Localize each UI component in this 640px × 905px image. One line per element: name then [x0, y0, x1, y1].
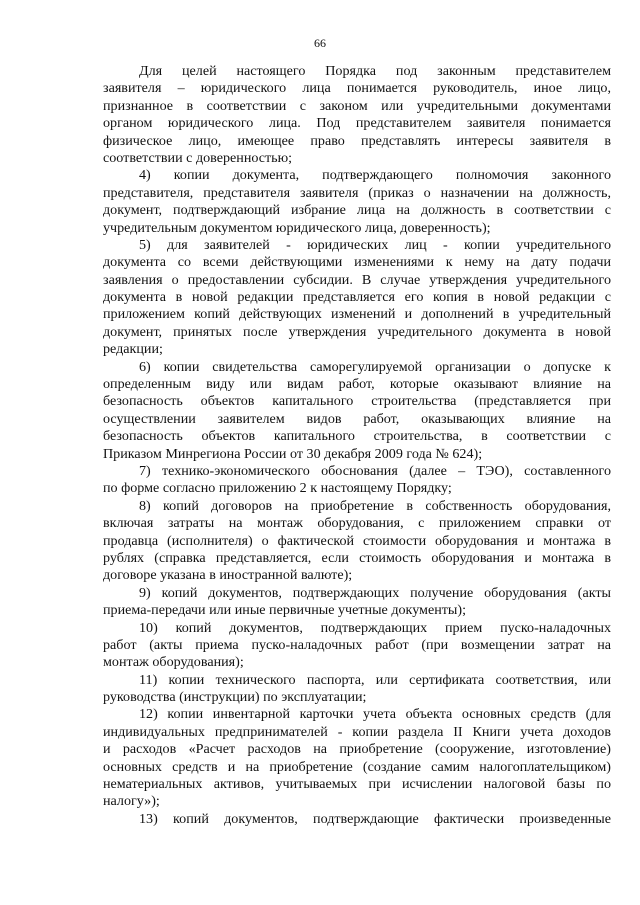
text-line: заявления о предоставлении субсидии. В случае утверждения учредительного	[103, 271, 611, 288]
text-line: руководства (инструкции) по эксплуатации;	[103, 689, 367, 706]
text-line: и расходов «Расчет расходов на приобретение (сооружение, изготовление)	[103, 741, 611, 758]
text-line: договоре указана в иностранной валюте);	[103, 567, 353, 584]
text-line: признанное в соответствии с законом или учредительными документами	[103, 97, 611, 114]
text-line: документа со всеми действующими изменениями к нему на дату подачи	[103, 254, 611, 271]
text-line: соответствии с доверенностью;	[103, 149, 293, 166]
text-line: 10) копий документов, подтверждающих прием пуско-наладочных	[139, 619, 611, 636]
text-line: 5) для заявителей - юридических лиц - копии учредительного	[139, 236, 611, 253]
text-line: 13) копий документов, подтверждающие фактически произведенные	[139, 810, 611, 827]
text-line: 4) копии документа, подтверждающего полномочия законного	[139, 167, 611, 184]
text-line: приема-передачи или иные первичные учетные документы);	[103, 602, 467, 619]
text-line: рублях (справка представляется, если стоимость оборудования и монтажа в	[103, 549, 611, 566]
page-number: 66	[314, 36, 326, 50]
text-line: 9) копий документов, подтверждающих получение оборудования (акты	[139, 584, 611, 601]
document-body	[103, 63, 611, 828]
text-line: 6) копии свидетельства саморегулируемой организации о допуске к	[139, 358, 611, 375]
text-line: органом юридического лица. Под представителем заявителя понимается	[103, 115, 611, 132]
text-line: приложением копий действующих изменений и дополнений в учредительный	[103, 306, 611, 323]
text-line: физическое лицо, имеющее право представлять интересы заявителя в	[103, 132, 611, 149]
text-line: продавца (исполнителя) о фактической стоимости оборудования и монтажа в	[103, 532, 611, 549]
text-line: включая затраты на монтаж оборудования, с приложением справки от	[103, 515, 611, 532]
text-line: заявителя – юридического лица понимается руководитель, иное лицо,	[103, 80, 611, 97]
text-line: 11) копии технического паспорта, или сертификата соответствия, или	[139, 671, 611, 688]
text-line: документ, подтверждающий избрание лица на должность в соответствии с	[103, 202, 611, 219]
text-line: налогу»);	[103, 793, 160, 810]
text-line: 7) технико-экономического обоснования (далее – ТЭО), составленного	[139, 462, 611, 479]
text-line: осуществлении заявителем видов работ, оказывающих влияние на	[103, 410, 611, 427]
text-line: представителя, представителя заявителя (приказ о назначении на должность,	[103, 184, 611, 201]
text-line: 8) копий договоров на приобретение в собственность оборудования,	[139, 497, 611, 514]
text-line: основных средств и на приобретение (создание самим налогоплательщиком)	[103, 758, 611, 775]
text-line: по форме согласно приложению 2 к настоящему Порядку;	[103, 480, 452, 497]
text-line: нематериальных активов, учитываемых при исчислении налоговой базы по	[103, 776, 611, 793]
text-line: работ (акты приема пуско-наладочных работ (при возмещении затрат на	[103, 636, 611, 653]
text-line: определенным виду или видам работ, которые оказывают влияние на	[103, 376, 611, 393]
text-line: Приказом Минрегиона России от 30 декабря 2009 года № 624);	[103, 445, 483, 462]
text-line: Для целей настоящего Порядка под законным представителем	[139, 63, 611, 79]
text-line: документа в новой редакции представляется его копия в новой редакции с	[103, 289, 611, 306]
text-line: документ, принятых после утверждения учредительного документа в новой	[103, 323, 611, 340]
text-line: 12) копии инвентарной карточки учета объекта основных средств (для	[139, 706, 611, 723]
text-line: безопасность объектов капитального строительства (представляется при	[103, 393, 611, 410]
text-line: монтаж оборудования);	[103, 654, 244, 671]
text-line: индивидуальных предпринимателей - копии раздела II Книги учета доходов	[103, 723, 611, 740]
text-line: безопасность объектов капитального строительства, в соответствии с	[103, 428, 611, 445]
text-line: редакции;	[103, 341, 163, 358]
text-line: учредительным документом юридического лица, доверенность);	[103, 219, 491, 236]
